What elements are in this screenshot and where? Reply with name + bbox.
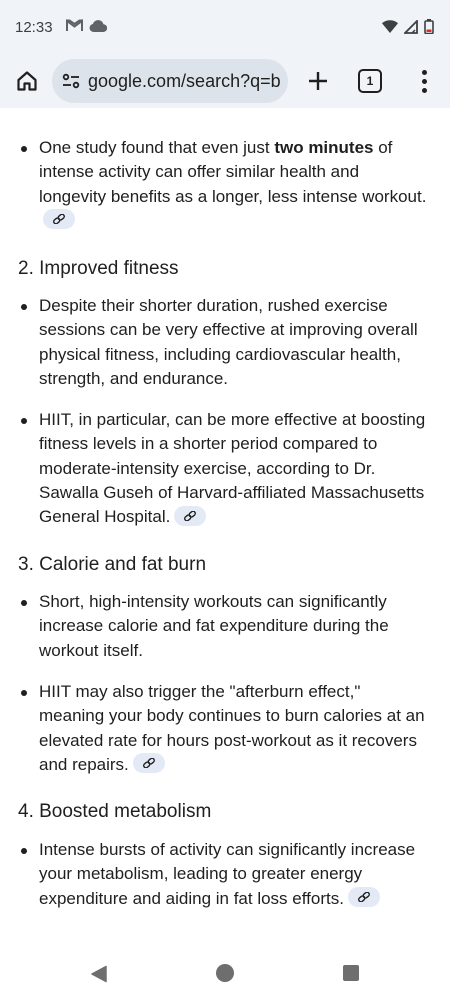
link-icon [142, 758, 156, 768]
home-icon [15, 69, 39, 93]
system-nav-bar [0, 946, 450, 1000]
link-icon [357, 892, 371, 902]
url-bar[interactable] [52, 59, 288, 103]
search-result-content [0, 108, 450, 946]
section-heading: 3. Calorie and fat burn [18, 554, 207, 575]
back-icon[interactable] [90, 965, 108, 988]
bullet-dot [21, 690, 27, 696]
link-icon [183, 511, 197, 521]
source-link-button[interactable] [174, 506, 206, 526]
bullet-text-part: HIIT, in particular, can be more effective at boosting fitness levels in a shorter period compared to moderate-intensity exercise, according to Dr. Sawalla Guseh of Harvard-affiliated Massachusetts General Hospital. [39, 410, 426, 527]
bullet-text-part: Short, high-intensity workouts can significantly increase calorie and fat expenditure during the workout itself. [39, 592, 389, 660]
cloud-icon [89, 19, 107, 37]
status-bar [0, 0, 450, 56]
source-link-button[interactable] [43, 209, 75, 229]
browser-toolbar [0, 56, 450, 108]
menu-icon [422, 70, 427, 75]
link-icon [52, 214, 66, 224]
wifi-icon [382, 20, 398, 38]
bullet-dot [21, 304, 27, 310]
signal-icon [404, 20, 418, 39]
bullet-text [39, 680, 429, 777]
status-notification-icons [66, 19, 107, 37]
home-circle-icon[interactable] [216, 964, 234, 982]
menu-button[interactable] [412, 66, 436, 96]
status-time: 12:33 [15, 19, 53, 36]
section-heading: 2. Improved fitness [18, 258, 179, 279]
bullet-dot [21, 848, 27, 854]
bullet-text-part: HIIT may also trigger the "afterburn effect," meaning your body continues to burn calories at an elevated rate for hours post-workout as it recovers and repairs. [39, 682, 425, 774]
bullet-text [39, 294, 429, 391]
source-link-button[interactable] [133, 753, 165, 773]
menu-icon-dot [422, 79, 427, 84]
section-heading: 4. Boosted metabolism [18, 801, 212, 822]
bullet-dot [21, 600, 27, 606]
bullet-dot [21, 146, 27, 152]
bullet-text-part: of intense activity can offer similar health and longevity benefits as a longer, less intense workout. [39, 138, 427, 206]
new-tab-button[interactable] [303, 66, 333, 96]
site-info-icon[interactable] [62, 73, 80, 94]
home-button[interactable] [12, 66, 42, 96]
bullet-bold-text: two minutes [274, 138, 374, 157]
tabs-button[interactable] [358, 69, 382, 93]
bullet-text [39, 136, 429, 233]
recents-icon[interactable] [343, 965, 359, 981]
battery-icon [424, 19, 434, 39]
bullet-text-part: Intense bursts of activity can significantly increase your metabolism, leading to greater energy expenditure and aiding in fat loss efforts. [39, 840, 416, 908]
bullet-text [39, 408, 429, 529]
status-system-icons [382, 19, 434, 39]
bullet-text [39, 838, 429, 911]
menu-icon-dot [422, 88, 427, 93]
bullet-text-part: One study found that even just [39, 138, 275, 157]
bullet-text [39, 590, 429, 663]
source-link-button[interactable] [348, 887, 380, 907]
gmail-icon [66, 19, 83, 37]
new-tab-icon [307, 70, 329, 92]
bullet-text-part: Despite their shorter duration, rushed exercise sessions can be very effective at improving overall physical fitness, including cardiovascular health, strength, and endurance. [39, 296, 418, 388]
bullet-dot [21, 418, 27, 424]
tab-count: 1 [366, 74, 374, 88]
url-text: google.com/search?q=b [88, 71, 281, 91]
